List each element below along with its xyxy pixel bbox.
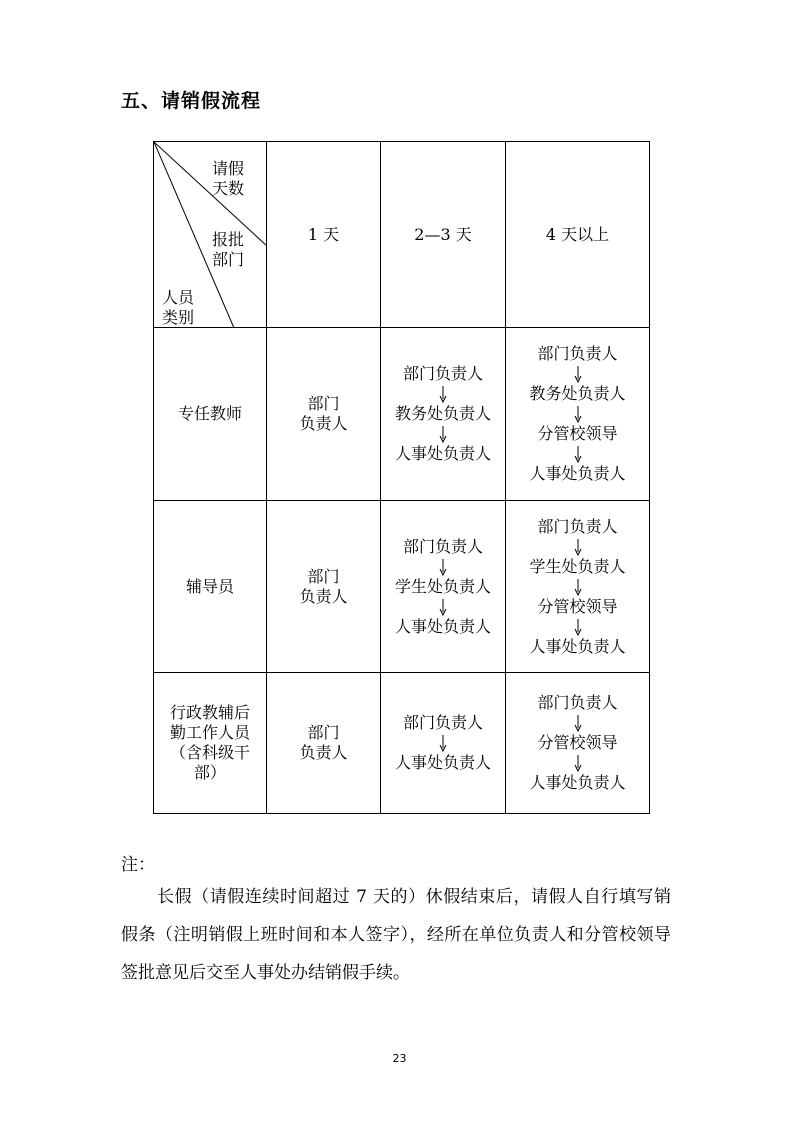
- approval-chain: [506, 517, 649, 657]
- column-header-4-plus-days: 4 天以上: [506, 142, 650, 328]
- down-arrow-icon: [438, 557, 448, 577]
- row-one-day-approver: [267, 673, 381, 814]
- down-arrow-icon: [573, 577, 583, 597]
- row-category: [154, 501, 267, 673]
- approval-step: 人事处负责人: [529, 636, 626, 656]
- approval-step: 人事处负责人: [394, 444, 491, 463]
- table-header-row: [154, 142, 650, 328]
- row-one-day-approver: [267, 328, 381, 501]
- cell-text: 行政教辅后 勤工作人员 （含科级干 部）: [169, 703, 250, 782]
- cell-text: 辅导员: [185, 576, 234, 596]
- down-arrow-icon: [573, 713, 583, 733]
- row-category: [154, 673, 267, 814]
- note-heading: 注：: [121, 855, 155, 875]
- cell-text: 部门 负责人: [299, 394, 348, 433]
- approval-step: 人事处负责人: [394, 753, 491, 772]
- down-arrow-icon: [438, 733, 448, 753]
- approval-step: 学生处负责人: [529, 556, 626, 576]
- corner-staff-label: 人员 类别: [162, 288, 195, 327]
- approval-chain: [506, 693, 649, 793]
- row-two-three-chain: [381, 501, 506, 673]
- corner-days-label: 请假 天数: [212, 159, 245, 198]
- row-category: [154, 328, 267, 501]
- approval-step: 部门负责人: [537, 344, 618, 363]
- cell-text: 专任教师: [177, 404, 242, 423]
- approval-step: 部门负责人: [402, 364, 483, 383]
- down-arrow-icon: [573, 753, 583, 773]
- down-arrow-icon: [438, 597, 448, 617]
- leave-process-table: [153, 141, 650, 814]
- approval-chain: [506, 344, 649, 484]
- down-arrow-icon: [573, 444, 583, 464]
- table-row: [154, 328, 650, 501]
- approval-step: 部门负责人: [402, 536, 483, 556]
- column-header-1-day: 1 天: [267, 142, 381, 328]
- down-arrow-icon: [573, 537, 583, 557]
- row-one-day-approver: [267, 501, 381, 673]
- approval-step: 人事处负责人: [529, 464, 626, 483]
- section-title: 五、请销假流程: [121, 90, 262, 112]
- down-arrow-icon: [573, 364, 583, 384]
- row-two-three-chain: [381, 673, 506, 814]
- approval-step: 分管校领导: [537, 596, 618, 616]
- approval-step: 教务处负责人: [529, 384, 626, 403]
- approval-step: 部门负责人: [537, 516, 618, 536]
- down-arrow-icon: [573, 404, 583, 424]
- row-two-three-chain: [381, 328, 506, 501]
- down-arrow-icon: [438, 424, 448, 444]
- approval-step: 部门负责人: [537, 693, 618, 712]
- diagonal-header-cell: [154, 142, 267, 328]
- row-four-plus-chain: [506, 673, 650, 814]
- approval-chain: [381, 364, 505, 464]
- row-four-plus-chain: [506, 328, 650, 501]
- approval-step: 分管校领导: [537, 733, 618, 752]
- cell-text: 部门 负责人: [299, 723, 348, 762]
- approval-step: 人事处负责人: [394, 616, 491, 636]
- down-arrow-icon: [438, 384, 448, 404]
- approval-step: 学生处负责人: [394, 576, 491, 596]
- approval-step: 分管校领导: [537, 424, 618, 443]
- down-arrow-icon: [573, 617, 583, 637]
- table-row: [154, 501, 650, 673]
- table-row: [154, 673, 650, 814]
- approval-step: 部门负责人: [402, 713, 483, 732]
- approval-step: 教务处负责人: [394, 404, 491, 423]
- row-four-plus-chain: [506, 501, 650, 673]
- approval-chain: [381, 537, 505, 637]
- approval-step: 人事处负责人: [529, 773, 626, 792]
- page-number: 23: [392, 1052, 407, 1065]
- approval-chain: [381, 713, 505, 773]
- cell-text: 部门 负责人: [299, 566, 348, 606]
- corner-dept-label: 报批 部门: [212, 230, 245, 269]
- column-header-2-3-days: 2—3 天: [381, 142, 506, 328]
- note-paragraph: 长假（请假连续时间超过 7 天的）休假结束后，请假人自行填写销假条（注明销假上班时间和本人签字），经所在单位负责人和分管校领导签批意见后交至人事处办结销假手续。: [121, 887, 671, 983]
